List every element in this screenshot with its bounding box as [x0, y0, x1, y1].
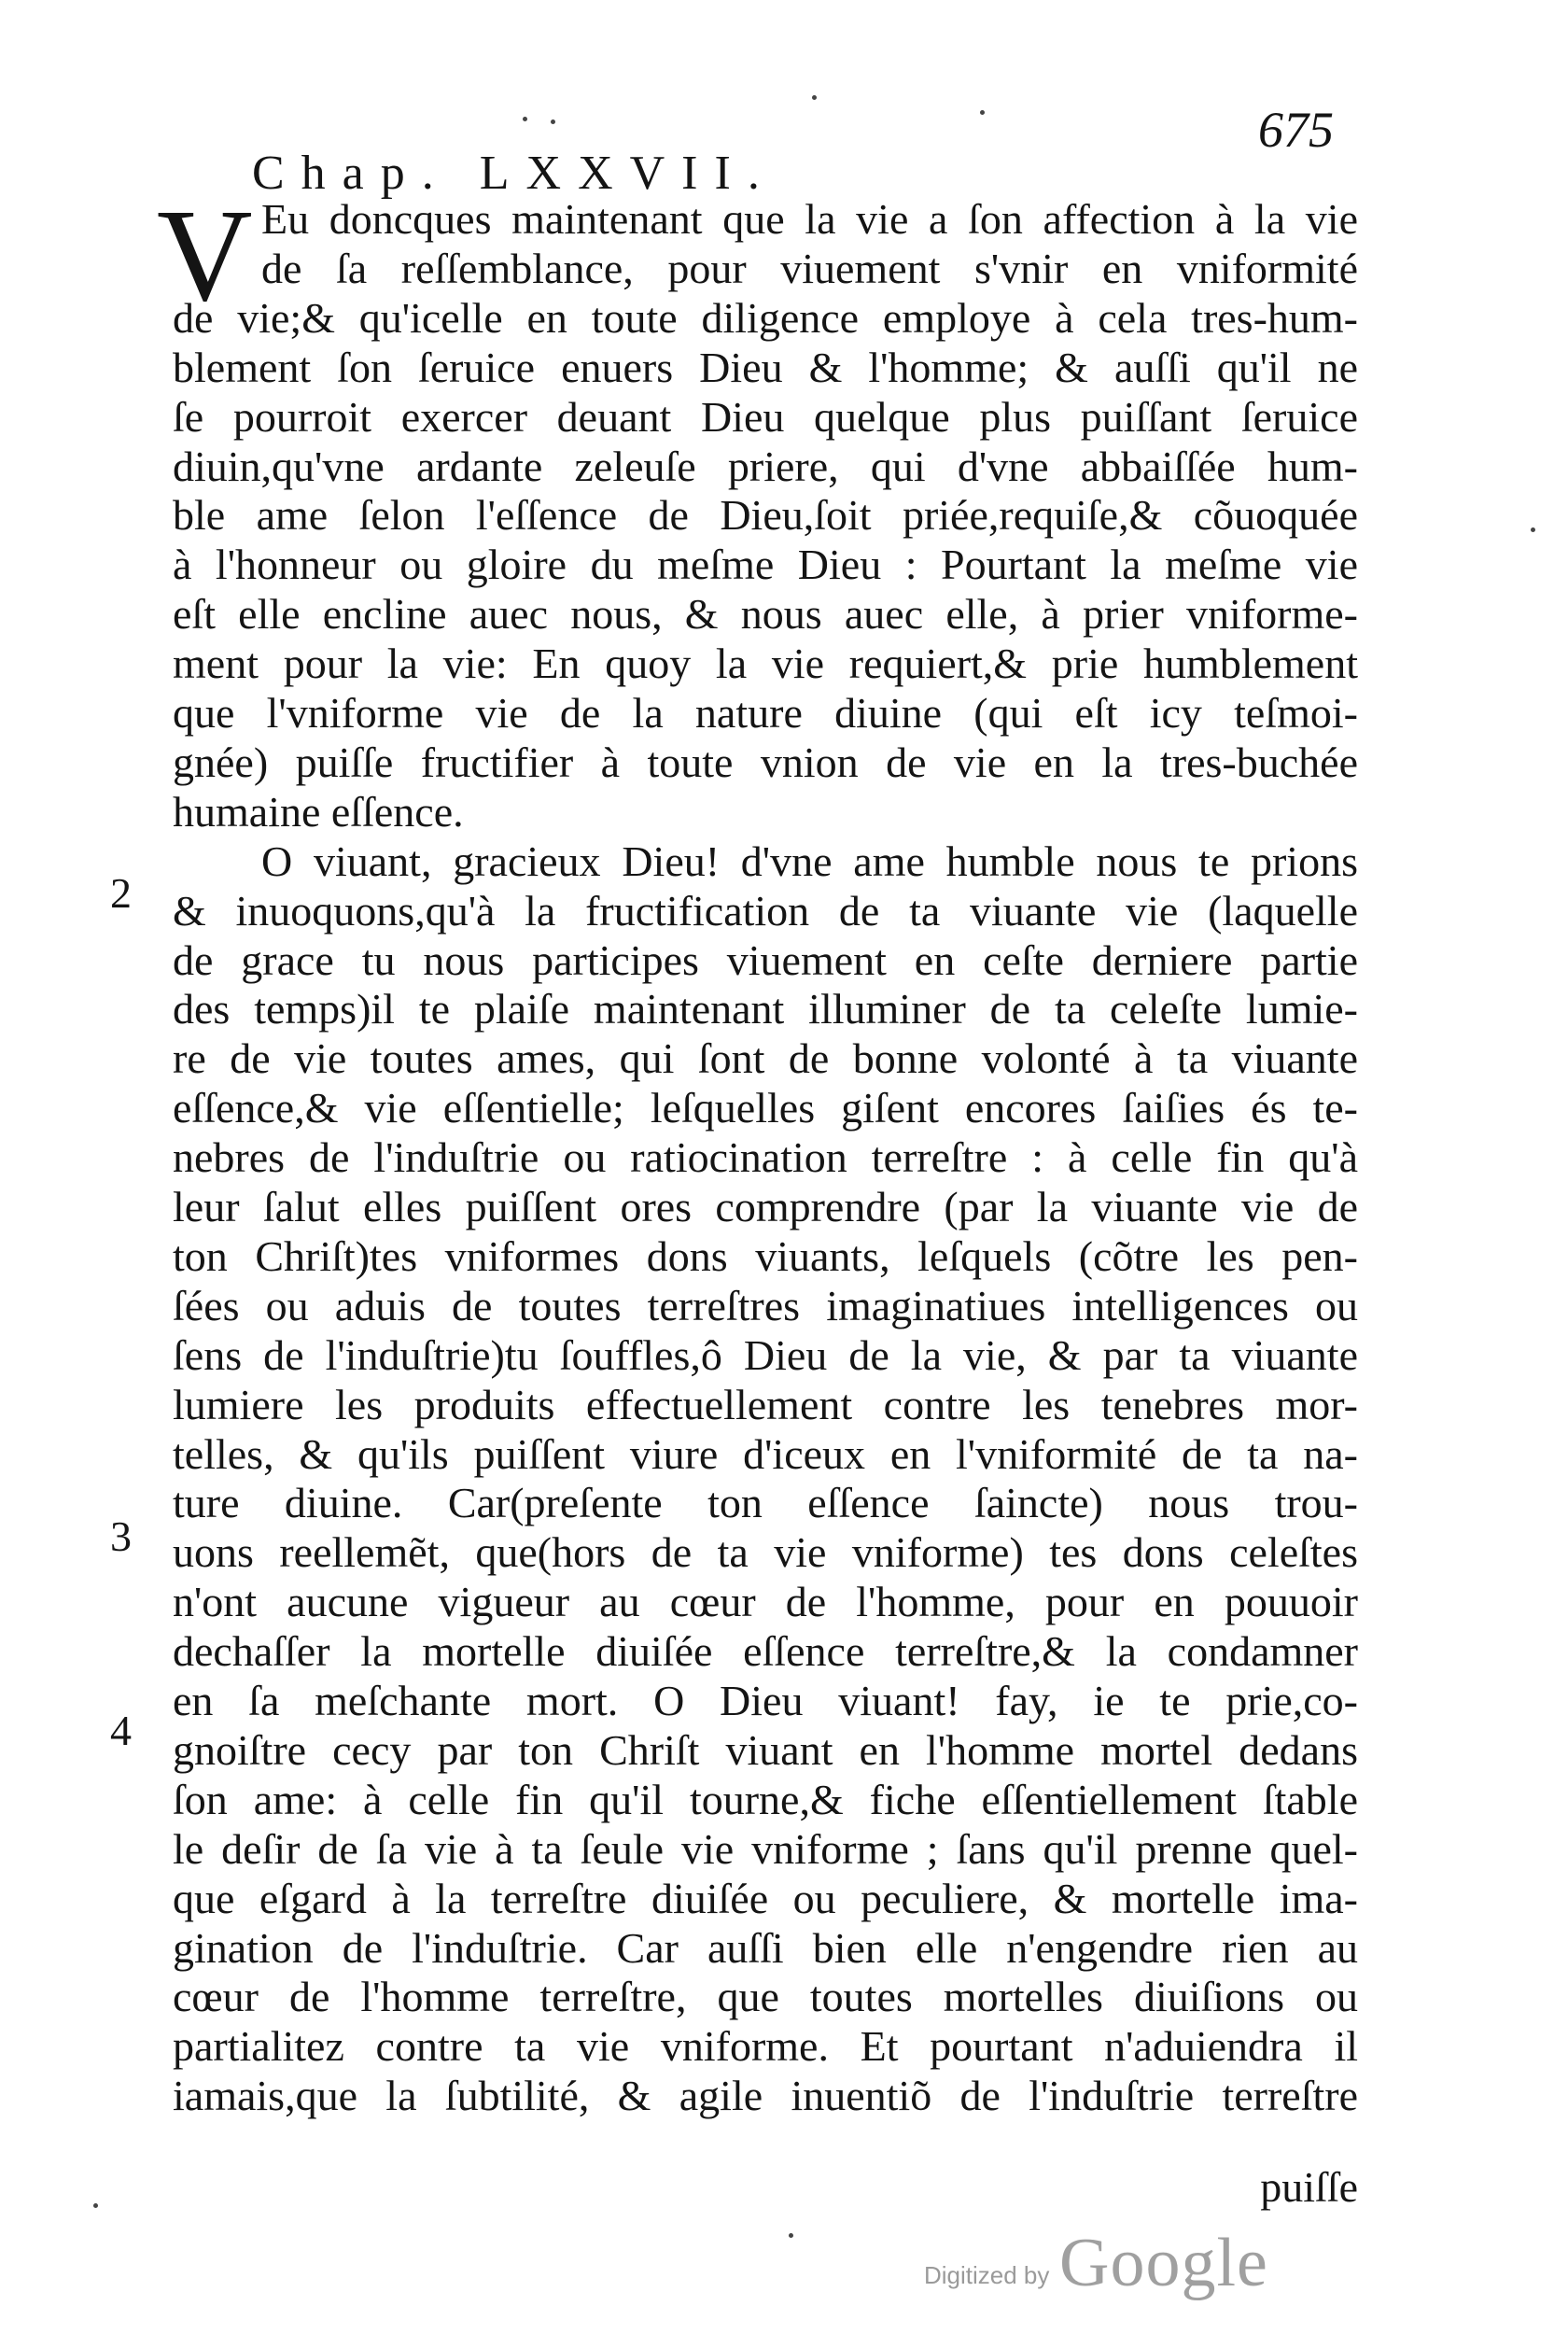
- text-line: eſſence,& vie eſſentielle; leſquelles giſent encores ſaiſies és te-: [173, 1085, 1358, 1132]
- text-line: en ſa meſchante mort. O Dieu viuant! fay, ie te prie,co-: [173, 1678, 1358, 1724]
- text-line: à l'honneur ou gloire du meſme Dieu : Pourtant la meſme vie: [173, 541, 1358, 588]
- text-line: diuin,qu'vne ardante zeleuſe priere, qui d'vne abbaiſſée hum-: [173, 443, 1358, 490]
- text-line: gnoiſtre cecy par ton Chriſt viuant en l'homme mortel dedans: [173, 1727, 1358, 1774]
- text-line: O viuant, gracieux Dieu! d'vne ame humble nous te prions: [261, 838, 1358, 885]
- text-line: & inuoquons,qu'à la fructification de ta viuante vie (laquelle: [173, 888, 1358, 935]
- text-line: dechaſſer la mortelle diuiſée eſſence terreſtre,& la condamner: [173, 1628, 1358, 1675]
- text-line: ſe pourroit exercer deuant Dieu quelque plus puiſſant ſeruice: [173, 394, 1358, 441]
- text-line: ble ame ſelon l'eſſence de Dieu,ſoit priée,requiſe,& cõuoquée: [173, 492, 1358, 539]
- text-line: de vie;& qu'icelle en toute diligence employe à cela tres-hum-: [173, 295, 1358, 342]
- text-line: lumiere les produits effectuellement contre les tenebres mor-: [173, 1382, 1358, 1428]
- text-line: ture diuine. Car(preſente ton eſſence ſaincte) nous trou-: [173, 1480, 1358, 1526]
- text-line: de grace tu nous participes viuement en ceſte derniere partie: [173, 937, 1358, 984]
- text-line: humaine eſſence.: [173, 789, 464, 836]
- text-line: ſées ou aduis de toutes terreſtres imaginatiues intelligences ou: [173, 1283, 1358, 1329]
- text-line: gination de l'induſtrie. Car auſſi bien elle n'engendre rien au: [173, 1925, 1358, 1972]
- drop-cap: V: [157, 181, 253, 329]
- text-line: ſon ame: à celle fin qu'il tourne,& fiche eſſentiellement ſtable: [173, 1777, 1358, 1823]
- ink-speck: [1531, 527, 1535, 532]
- text-line: le deſir de ſa vie à ta ſeule vie vniforme ; ſans qu'il prenne quel-: [173, 1826, 1358, 1873]
- text-line: de ſa reſſemblance, pour viuement s'vnir en vniformité: [261, 246, 1358, 292]
- text-line: des temps)il te plaiſe maintenant illuminer de ta celeſte lumie-: [173, 986, 1358, 1033]
- text-line: nebres de l'induſtrie ou ratiocination terreſtre : à celle fin qu'à: [173, 1134, 1358, 1181]
- ink-speck: [789, 2233, 793, 2238]
- ink-speck: [812, 95, 817, 100]
- text-line: telles, & qu'ils puiſſent viure d'iceux en l'vniformité de ta na-: [173, 1431, 1358, 1478]
- text-line: cœur de l'homme terreſtre, que toutes mortelles diuiſions ou: [173, 1974, 1358, 2020]
- catchword: puiſſe: [1260, 2164, 1358, 2211]
- marginal-number: 4: [110, 1707, 132, 1754]
- text-line: Eu doncques maintenant que la vie a ſon affection à la vie: [261, 196, 1358, 243]
- text-line: que eſgard à la terreſtre diuiſée ou peculiere, & mortelle ima-: [173, 1876, 1358, 1922]
- text-line: ton Chriſt)tes vniformes dons viuants, leſquels (cõtre les pen-: [173, 1233, 1358, 1280]
- page-number: 675: [1258, 102, 1334, 158]
- text-line: gnée) puiſſe fructifier à toute vnion de vie en la tres-buchée: [173, 739, 1358, 786]
- ink-speck: [93, 2203, 98, 2208]
- ink-speck: [980, 110, 985, 115]
- marginal-number: 3: [110, 1512, 132, 1560]
- text-line: que l'vniforme vie de la nature diuine (qui eſt icy teſmoi-: [173, 690, 1358, 737]
- ink-speck: [523, 117, 527, 121]
- text-line: partialitez contre ta vie vniforme. Et pourtant n'aduiendra il: [173, 2023, 1358, 2070]
- google-logo: Google: [1059, 2225, 1268, 2301]
- text-line: n'ont aucune vigueur au cœur de l'homme, pour en pouuoir: [173, 1579, 1358, 1625]
- text-line: eſt elle encline auec nous, & nous auec elle, à prier vniforme-: [173, 591, 1358, 638]
- text-line: leur ſalut elles puiſſent ores comprendre (par la viuante vie de: [173, 1184, 1358, 1230]
- text-line: ſens de l'induſtrie)tu ſouffles,ô Dieu de la vie, & par ta viuante: [173, 1332, 1358, 1379]
- digitized-label: Digitized by: [924, 2261, 1050, 2289]
- text-line: iamais,que la ſubtilité, & agile inuentiõ de l'induſtrie terreſtre: [173, 2073, 1358, 2119]
- marginal-number: 2: [110, 869, 132, 917]
- chapter-heading: Chap. LXXVII.: [252, 147, 777, 200]
- text-line: re de vie toutes ames, qui ſont de bonne volonté à ta viuante: [173, 1035, 1358, 1082]
- text-line: uons reellemẽt, que(hors de ta vie vniforme) tes dons celeſtes: [173, 1529, 1358, 1576]
- text-line: blement ſon ſeruice enuers Dieu & l'homme; & auſſi qu'il ne: [173, 344, 1358, 391]
- ink-speck: [551, 120, 555, 124]
- text-line: ment pour la vie: En quoy la vie requiert,& prie humblement: [173, 640, 1358, 687]
